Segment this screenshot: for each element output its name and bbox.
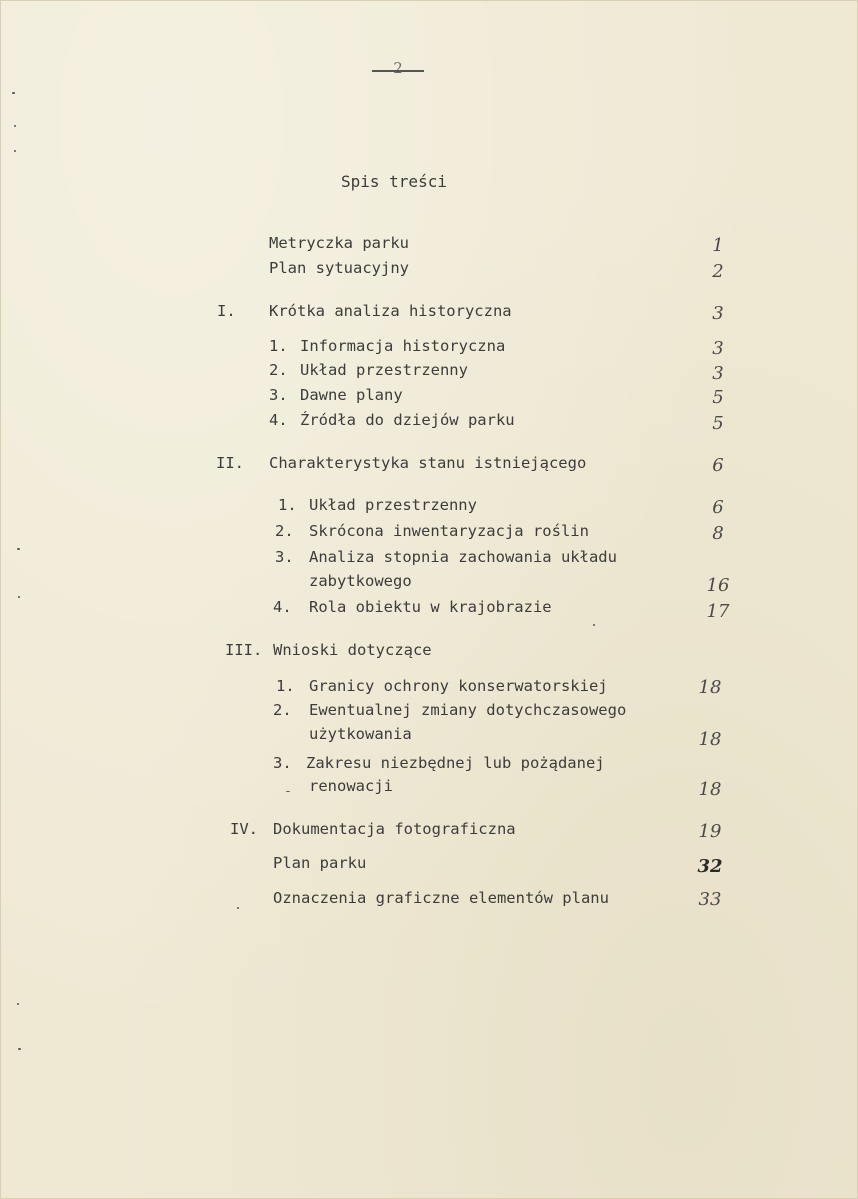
paper-speck [12, 92, 15, 94]
toc-item-number: 3. [273, 754, 292, 772]
toc-page-granicy: 18 [698, 677, 722, 698]
toc-item-uklad-1: Układ przestrzenny [300, 361, 468, 379]
toc-item-number: 2. [275, 522, 294, 540]
toc-page-section-1: 3 [712, 303, 724, 324]
paper-speck [237, 907, 239, 909]
toc-page-section-2: 6 [712, 455, 724, 476]
toc-item-informacja: Informacja historyczna [300, 337, 506, 355]
toc-item-number: 4. [269, 411, 288, 429]
toc-page-ewentualnej: 18 [698, 729, 722, 750]
toc-item-zrodla: Źródła do dziejów parku [300, 411, 515, 429]
toc-section-4: Dokumentacja fotograficzna [273, 820, 516, 838]
paper-speck [286, 791, 290, 792]
toc-section-3: Wnioski dotyczące [273, 641, 432, 659]
paper-speck [14, 150, 16, 152]
toc-page-uklad-2: 6 [712, 497, 724, 518]
toc-page-rola: 17 [706, 601, 730, 622]
toc-item-ewentualnej: Ewentualnej zmiany dotychczasowego [309, 701, 627, 719]
toc-page-dawne-plany: 5 [712, 387, 724, 408]
toc-item-zakresu: Zakresu niezbędnej lub pożądanej [306, 754, 605, 772]
toc-page-zakresu: 18 [698, 779, 722, 800]
toc-item-uklad-2: Układ przestrzenny [309, 496, 477, 514]
page-title: Spis treści [341, 172, 447, 191]
toc-item-analiza: Analiza stopnia zachowania układu [309, 548, 617, 566]
toc-item-number: 3. [275, 548, 294, 566]
toc-entry-plan-parku: Plan parku [273, 854, 367, 872]
toc-item-number: 4. [273, 598, 292, 616]
toc-section-number-2: II. [216, 454, 244, 472]
paper-speck [17, 1003, 19, 1005]
toc-section-number-1: I. [217, 302, 236, 320]
toc-item-analiza-continued: zabytkowego [309, 572, 412, 590]
toc-section-number-4: IV. [230, 820, 258, 838]
toc-page-analiza: 16 [706, 575, 730, 596]
toc-item-number: 1. [269, 337, 288, 355]
toc-page-plan-sytuacyjny: 2 [712, 261, 724, 282]
toc-page-plan-parku: 32 [697, 856, 723, 877]
toc-page-uklad-1: 3 [712, 363, 724, 384]
toc-item-dawne-plany: Dawne plany [300, 386, 403, 404]
toc-item-zakresu-continued: renowacji [309, 777, 393, 795]
toc-page-informacja: 3 [712, 338, 724, 359]
toc-entry-oznaczenia: Oznaczenia graficzne elementów planu [273, 889, 609, 907]
toc-item-inwentaryzacja: Skrócona inwentaryzacja roślin [309, 522, 589, 540]
toc-page-section-4: 19 [698, 821, 722, 842]
toc-section-1: Krótka analiza historyczna [269, 302, 512, 320]
paper-speck [18, 596, 20, 598]
toc-page-metryczka: 1 [712, 235, 724, 256]
toc-item-number: 1. [276, 677, 295, 695]
paper-speck [17, 548, 20, 550]
paper-speck [593, 624, 595, 626]
toc-page-oznaczenia: 33 [698, 889, 722, 910]
toc-item-number: 1. [278, 496, 297, 514]
toc-section-number-3: III. [225, 641, 263, 659]
toc-item-number: 2. [269, 361, 288, 379]
paper-speck [18, 1048, 21, 1050]
toc-item-number: 2. [273, 701, 292, 719]
toc-section-2: Charakterystyka stanu istniejącego [269, 454, 587, 472]
toc-item-number: 3. [269, 386, 288, 404]
toc-page-inwentaryzacja: 8 [712, 523, 724, 544]
paper-speck [14, 125, 16, 127]
page-number: 2 [372, 58, 424, 78]
toc-item-rola: Rola obiektu w krajobrazie [309, 598, 552, 616]
toc-page-zrodla: 5 [712, 413, 724, 434]
toc-item-granicy: Granicy ochrony konserwatorskiej [309, 677, 608, 695]
toc-entry-metryczka: Metryczka parku [269, 234, 409, 252]
toc-item-ewentualnej-continued: użytkowania [309, 725, 412, 743]
toc-entry-plan-sytuacyjny: Plan sytuacyjny [269, 259, 409, 277]
